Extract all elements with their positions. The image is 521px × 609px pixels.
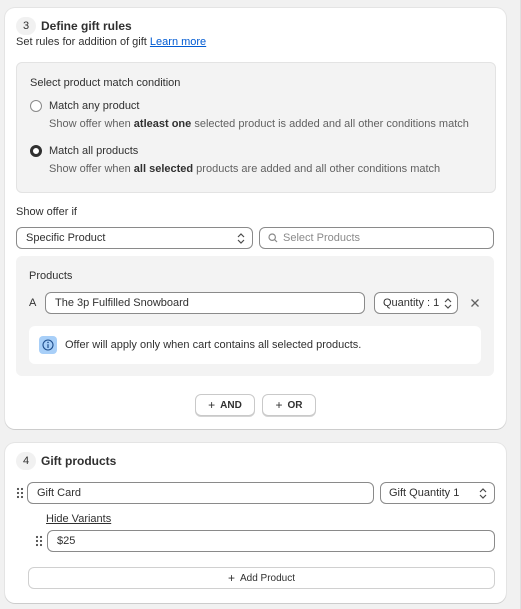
info-icon xyxy=(39,336,57,354)
learn-more-link[interactable]: Learn more xyxy=(149,36,207,48)
or-button[interactable]: + OR xyxy=(262,394,316,416)
plus-icon: + xyxy=(208,398,216,412)
condition-select-value: Specific Product xyxy=(26,232,106,244)
radio-label-match-any: Match any product xyxy=(49,100,140,112)
radio-desc-match-any: Show offer when atleast one selected product is added and all other conditions match xyxy=(49,118,469,130)
step-number-badge: 3 xyxy=(16,17,36,35)
remove-product-icon[interactable] xyxy=(470,298,480,308)
gift-quantity-chevron-icon xyxy=(479,488,487,499)
define-gift-rules-card xyxy=(5,8,506,429)
products-heading: Products xyxy=(29,270,73,282)
plus-icon: + xyxy=(227,571,235,585)
quantity-select[interactable]: Quantity : 1 xyxy=(374,292,458,314)
select-chevron-icon xyxy=(237,233,245,244)
hide-variants-link[interactable]: Hide Variants xyxy=(46,513,112,525)
plus-icon: + xyxy=(275,398,283,412)
section-subtitle: Set rules for addition of gift Learn more xyxy=(16,36,207,48)
condition-select[interactable] xyxy=(16,227,253,249)
variant-field[interactable]: $25 xyxy=(47,530,495,552)
section-title: Define gift rules xyxy=(41,19,132,33)
radio-desc-match-all: Show offer when all selected products are added and all other conditions match xyxy=(49,163,441,175)
gift-name-field[interactable]: Gift Card xyxy=(27,482,374,504)
products-box xyxy=(16,256,494,376)
product-name-field[interactable]: The 3p Fulfilled Snowboard xyxy=(45,292,365,314)
match-condition-heading: Select product match condition xyxy=(30,77,181,89)
step-number-badge: 4 xyxy=(16,452,36,470)
show-offer-label: Show offer if xyxy=(16,206,77,218)
gift-quantity-select[interactable]: Gift Quantity 1 xyxy=(380,482,495,504)
add-product-button[interactable]: + Add Product xyxy=(28,567,495,589)
and-button[interactable]: + AND xyxy=(195,394,255,416)
section-title: Gift products xyxy=(41,454,117,468)
search-placeholder: Select Products xyxy=(283,232,361,244)
quantity-chevron-icon xyxy=(444,298,452,309)
drag-handle-icon[interactable] xyxy=(16,487,24,499)
radio-label-match-all: Match all products xyxy=(49,145,139,157)
search-icon xyxy=(268,233,278,243)
variant-drag-handle-icon[interactable] xyxy=(35,535,43,547)
radio-match-all[interactable] xyxy=(30,145,42,157)
gift-products-card xyxy=(5,443,506,603)
product-row-letter: A xyxy=(29,297,37,309)
product-search-input[interactable] xyxy=(259,227,494,249)
info-banner xyxy=(29,326,481,364)
match-condition-box xyxy=(16,62,496,193)
radio-match-any[interactable] xyxy=(30,100,42,112)
info-text: Offer will apply only when cart contains all selected products. xyxy=(65,339,362,351)
